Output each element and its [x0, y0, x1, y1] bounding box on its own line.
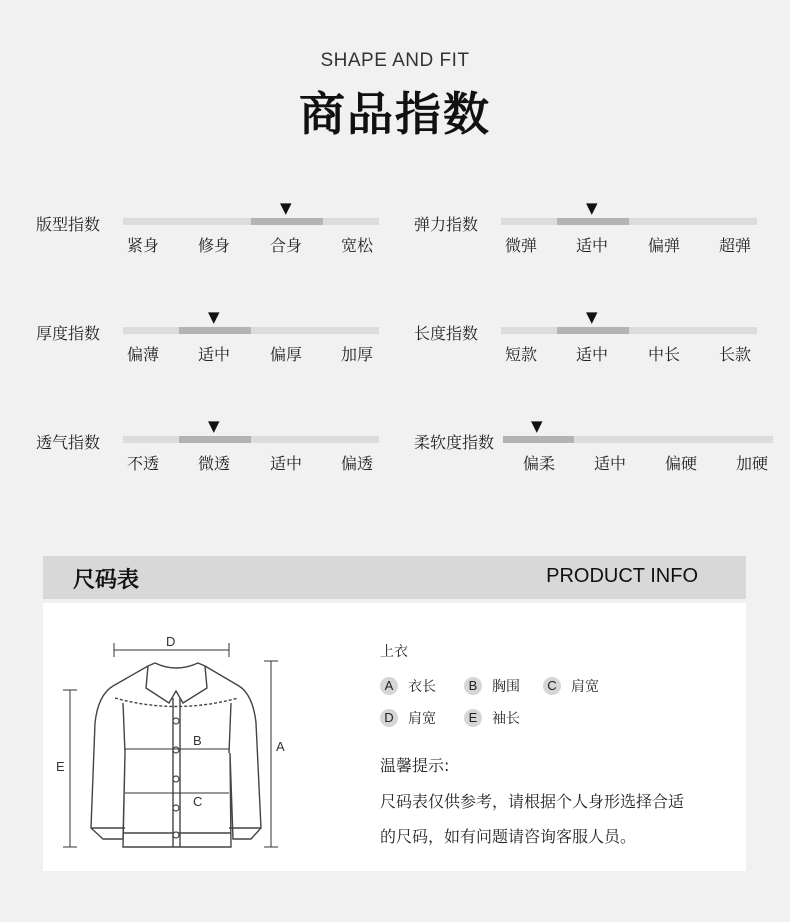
scale-option: 短款	[504, 345, 537, 364]
legend-key: A	[380, 677, 398, 695]
legend-label: 衣长	[408, 679, 436, 695]
legend-item-c	[543, 676, 599, 696]
scale-track	[503, 417, 773, 443]
scale-option: 偏柔	[522, 454, 555, 473]
metric-elasticity	[414, 199, 759, 282]
selected-segment	[179, 327, 251, 334]
diagram-label-c: C	[193, 794, 203, 809]
size-chart-title: 尺码表	[73, 568, 140, 593]
metric-thickness	[36, 308, 381, 391]
scale-option: 中长	[647, 345, 680, 364]
legend-key: E	[464, 709, 482, 727]
scale-option: 适中	[197, 345, 230, 364]
pointer-arrow-icon: ▼	[208, 308, 220, 326]
scale-option: 微弹	[504, 236, 537, 255]
scale-option: 不透	[126, 454, 159, 473]
legend-label: 胸围	[492, 679, 520, 695]
legend-item-d	[380, 708, 436, 728]
legend-item-b	[464, 676, 520, 696]
scale-option: 长款	[718, 345, 751, 364]
pointer-arrow-icon: ▼	[280, 199, 292, 217]
metric-fit	[36, 199, 381, 282]
diagram-label-e: E	[56, 759, 65, 774]
scale-track	[501, 308, 757, 334]
diagram-label-b: B	[193, 733, 202, 748]
scale-option: 适中	[593, 454, 626, 473]
diagram-label-a: A	[276, 739, 285, 754]
pointer-arrow-icon: ▼	[586, 308, 598, 326]
legend-item-e	[464, 708, 520, 728]
scale-option: 偏厚	[269, 345, 302, 364]
tip-title: 温馨提示:	[380, 756, 450, 775]
metric-softness	[414, 417, 776, 500]
scale-option: 偏透	[340, 454, 373, 473]
selected-segment	[557, 327, 629, 334]
legend-label: 袖长	[492, 711, 520, 727]
page-title: 商品指数	[299, 87, 491, 141]
scale-option: 适中	[575, 236, 608, 255]
legend-item-a	[380, 676, 436, 696]
selected-segment	[503, 436, 574, 443]
garment-type: 上衣	[380, 644, 408, 660]
selected-segment	[179, 436, 251, 443]
scale-option: 宽松	[340, 236, 373, 255]
metric-label: 厚度指数	[36, 324, 101, 343]
scale-option: 加厚	[340, 345, 373, 364]
pointer-arrow-icon: ▼	[208, 417, 220, 435]
metric-length	[414, 308, 759, 391]
tip-line-1: 尺码表仅供参考，请根据个人身形选择合适	[380, 792, 685, 811]
scale-option: 微透	[197, 454, 230, 473]
metric-breathability	[36, 417, 381, 500]
selected-segment	[557, 218, 629, 225]
metric-label: 长度指数	[414, 324, 479, 343]
scale-option: 紧身	[126, 236, 159, 255]
legend-key: C	[543, 677, 561, 695]
metric-label: 透气指数	[36, 433, 101, 452]
size-chart-title-en: PRODUCT INFO	[546, 565, 698, 587]
scale-option: 合身	[269, 236, 302, 255]
scale-track	[123, 199, 379, 225]
legend-key: D	[380, 709, 398, 727]
size-chart-panel	[43, 603, 746, 871]
scale-option: 加硬	[735, 454, 768, 473]
scale-option: 适中	[269, 454, 302, 473]
diagram-label-d: D	[166, 634, 176, 649]
scale-option: 偏弹	[647, 236, 680, 255]
scale-option: 适中	[575, 345, 608, 364]
scale-track	[123, 417, 379, 443]
pointer-arrow-icon: ▼	[586, 199, 598, 217]
subtitle-en: SHAPE AND FIT	[320, 50, 470, 71]
shirt-measurement-diagram	[43, 603, 343, 871]
selected-segment	[251, 218, 323, 225]
legend-key: B	[464, 677, 482, 695]
scale-option: 超弹	[718, 236, 751, 255]
metric-label: 版型指数	[36, 215, 101, 234]
pointer-arrow-icon: ▼	[531, 417, 543, 435]
size-chart-header	[43, 556, 746, 599]
legend-label: 肩宽	[571, 679, 599, 695]
scale-option: 偏硬	[664, 454, 697, 473]
legend-label: 肩宽	[408, 711, 436, 727]
scale-option: 修身	[197, 236, 230, 255]
scale-track	[501, 199, 757, 225]
size-chart-info	[380, 603, 740, 871]
scale-option: 偏薄	[126, 345, 159, 364]
metric-label: 柔软度指数	[414, 433, 495, 452]
metric-label: 弹力指数	[414, 215, 479, 234]
scale-track	[123, 308, 379, 334]
tip-line-2: 的尺码，如有问题请咨询客服人员。	[380, 827, 637, 846]
